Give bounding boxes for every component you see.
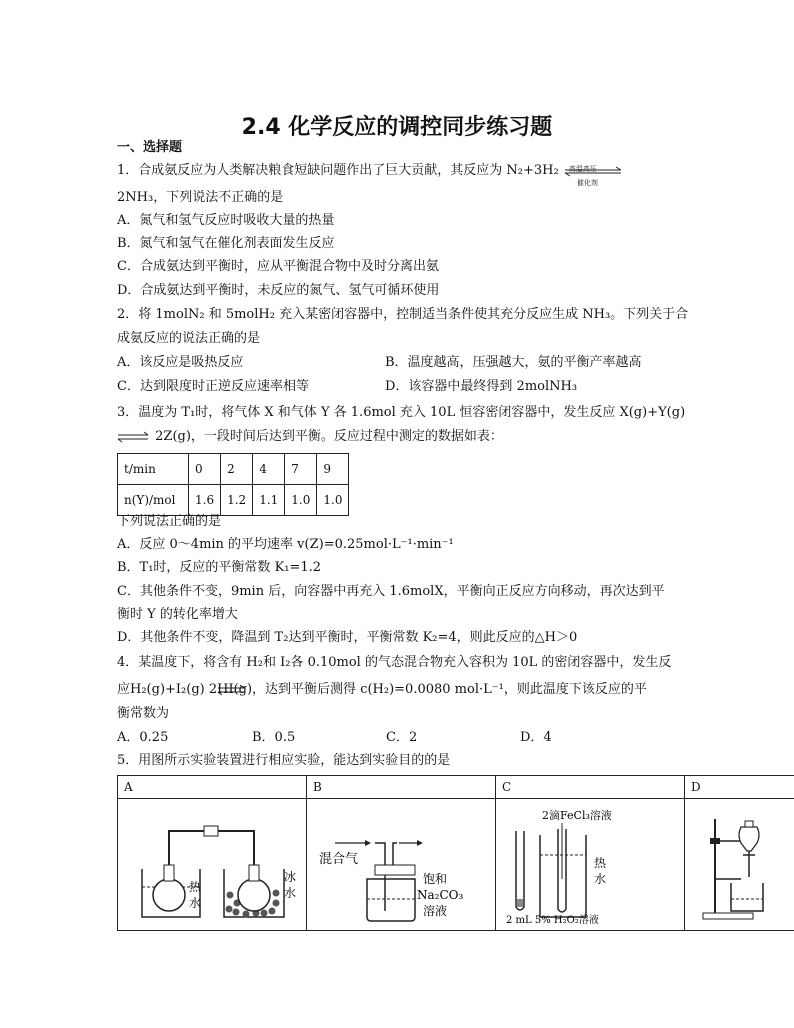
table-cell: 1.0 <box>285 485 317 516</box>
q1-stem-text: 1．合成氨反应为人类解决粮食短缺问题作出了巨大贡献，其反应为 N₂+3H₂ <box>117 163 559 178</box>
q3-after-table: 下列说法正确的是 <box>117 514 222 529</box>
table-cell: 1.0 <box>317 485 349 516</box>
equilibrium-arrow-icon <box>217 683 247 697</box>
table-row <box>118 485 349 516</box>
q1-condition-top: 高温高压 <box>568 165 597 173</box>
q3-option-d: D．其他条件不变，降温到 T₂达到平衡时，平衡常数 K₂=4，则此反应的△H＞0 <box>117 630 578 645</box>
q4-option-d: D．4 <box>520 730 552 745</box>
q2-option-c: C．达到限度时正逆反应速率相等 <box>117 379 309 394</box>
q4-option-a: A．0.25 <box>117 730 169 745</box>
table-cell: 1.6 <box>189 485 221 516</box>
q1-option-a: A．氮气和氢气反应时吸收大量的热量 <box>117 213 335 228</box>
q2-option-a: A．该反应是吸热反应 <box>117 355 244 370</box>
header-cell-d: D <box>685 776 794 799</box>
q3-stem-line1: 3．温度为 T₁时，将气体 X 和气体 Y 各 1.6mol 充入 10L 恒容密闭容器中，发生反应 X(g)+Y(g) <box>117 405 686 420</box>
q3-stem-line2 <box>117 428 503 446</box>
q4-option-c: C．2 <box>386 730 418 745</box>
q4-stem-line1: 4．某温度下，将含有 H₂和 I₂各 0.10mol 的气态混合物充入容积为 10L 的密闭容器中，发生反 <box>117 655 672 670</box>
label-c-drops: 2滴FeCl₃溶液 <box>542 809 612 822</box>
apparatus-b-cell <box>307 799 496 931</box>
q4-option-b: B．0.5 <box>252 730 296 745</box>
q1-stem-line2: 2NH₃，下列说法不正确的是 <box>117 190 284 205</box>
header-cell-b: B <box>307 776 496 799</box>
label-c-h2o2: 2 mL 5% H₂O₂溶液 <box>506 915 599 926</box>
q2-stem-line1: 2．将 1molN₂ 和 5molH₂ 充入某密闭容器中，控制适当条件使其充分反应生成 NH₃。下列关于合 <box>117 307 689 322</box>
apparatus-b-diagram <box>313 799 489 927</box>
table-cell: 1.1 <box>253 485 285 516</box>
apparatus-a-cell <box>118 799 307 931</box>
table-cell: t/min <box>118 454 189 485</box>
q1-option-b: B．氮气和氢气在催化剂表面发生反应 <box>117 236 335 251</box>
q3-stem-text2: 2Z(g)，一段时间后达到平衡。反应过程中测定的数据如表： <box>155 429 503 444</box>
q3-option-c-line1: C．其他条件不变，9min 后，向容器中再充入 1.6molX，平衡向正反应方向移动，再次达到平 <box>117 584 665 599</box>
table-cell: 2 <box>221 454 253 485</box>
q3-option-c-line2: 衡时 Y 的转化率增大 <box>117 607 238 622</box>
apparatus-d-diagram <box>691 799 794 927</box>
q5-stem: 5．用图所示实验装置进行相应实验，能达到实验目的的是 <box>117 753 451 768</box>
label-b-sat: 饱和 <box>423 872 448 886</box>
apparatus-d-cell <box>685 799 794 931</box>
label-a-ice: 冰 <box>284 870 297 884</box>
q2-stem-line2: 成氨反应的说法正确的是 <box>117 331 261 346</box>
q1-condition-bottom: 催化剂 <box>576 179 598 187</box>
page-title: 2.4 化学反应的调控同步练习题 <box>241 115 553 140</box>
table-cell: n(Y)/mol <box>118 485 189 516</box>
label-c-water: 水 <box>594 872 607 886</box>
table-row <box>118 776 794 799</box>
q5-apparatus-table <box>117 775 794 931</box>
label-b-salt: Na₂CO₃ <box>417 888 464 902</box>
q1-option-c: C．合成氨达到平衡时，应从平衡混合物中及时分离出氨 <box>117 259 439 274</box>
table-cell: 7 <box>285 454 317 485</box>
table-cell: 9 <box>317 454 349 485</box>
label-b-gas: 混合气 <box>319 852 359 867</box>
label-c-hot: 热 <box>594 856 607 870</box>
table-row <box>118 799 794 931</box>
q2-option-b: B．温度越高，压强越大，氨的平衡产率越高 <box>385 355 642 370</box>
label-a-hot: 热 <box>189 880 202 894</box>
apparatus-c-diagram <box>502 799 678 927</box>
q3-option-a: A．反应 0～4min 的平均速率 v(Z)=0.25mol·L⁻¹·min⁻¹ <box>117 537 454 552</box>
header-cell-c: C <box>496 776 685 799</box>
q4-stem-line3: 衡常数为 <box>117 706 170 721</box>
q3-option-b: B．T₁时，反应的平衡常数 K₁=1.2 <box>117 560 322 575</box>
table-cell: 0 <box>189 454 221 485</box>
q1-reaction-arrow <box>563 162 625 187</box>
q1-stem-line1 <box>117 162 625 187</box>
label-a-water2: 水 <box>284 886 297 900</box>
q1-option-d: D．合成氨达到平衡时，未反应的氮气、氢气可循环使用 <box>117 283 440 298</box>
q4-stem-text2: 应H₂(g)+I₂(g) 2HI(g)，达到平衡后测得 c(H₂)=0.0080 mol·L⁻¹，则此温度下该反应的平 <box>117 682 647 697</box>
table-cell: 1.2 <box>221 485 253 516</box>
label-b-sol: 溶液 <box>423 904 448 918</box>
q4-stem-line2 <box>117 681 647 699</box>
q3-data-table <box>117 453 349 516</box>
q2-option-d: D．该容器中最终得到 2molNH₃ <box>385 379 578 394</box>
apparatus-c-cell <box>496 799 685 931</box>
label-a-water1: 水 <box>189 896 202 910</box>
apparatus-a-diagram <box>124 799 300 927</box>
equilibrium-arrow-icon <box>117 430 151 444</box>
section-heading: 一、选择题 <box>117 140 183 155</box>
header-cell-a: A <box>118 776 307 799</box>
table-cell: 4 <box>253 454 285 485</box>
table-row <box>118 454 349 485</box>
